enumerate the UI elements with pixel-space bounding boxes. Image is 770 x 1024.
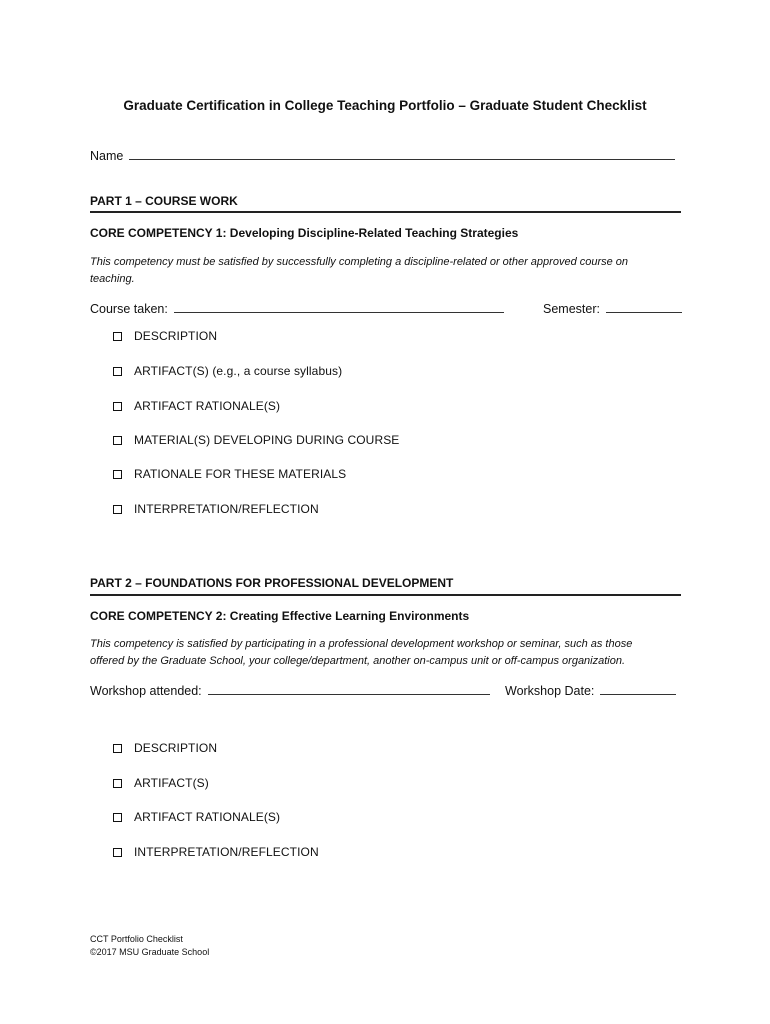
- workshop-date-label: Workshop Date:: [505, 684, 595, 698]
- competency1-description: This competency must be satisfied by successfully completing a discipline-related or other approved course on teaching.: [90, 256, 629, 285]
- course-taken-row: [90, 300, 504, 316]
- checklist-label: ARTIFACT RATIONALE(S): [134, 399, 281, 413]
- workshop-date-row: [505, 682, 676, 698]
- part1-heading: PART 1 – COURSE WORK: [90, 194, 238, 208]
- part2-heading: PART 2 – FOUNDATIONS FOR PROFESSIONAL DEVELOPMENT: [90, 576, 454, 590]
- part2-divider: [90, 594, 681, 596]
- course-taken-input-line[interactable]: [174, 300, 504, 313]
- checkbox-icon[interactable]: [113, 744, 122, 753]
- competency1-title: CORE COMPETENCY 1: Developing Discipline-Related Teaching Strategies: [90, 226, 519, 240]
- footer-line-2: ©2017 MSU Graduate School: [90, 947, 210, 957]
- part1-checklist-item: [113, 363, 342, 379]
- footer: [90, 933, 209, 959]
- checklist-label: DESCRIPTION: [134, 329, 218, 343]
- checklist-label: DESCRIPTION: [134, 741, 218, 755]
- part2-checklist-item: [113, 844, 319, 860]
- part1-checklist-item: [113, 328, 217, 344]
- workshop-attended-row: [90, 682, 490, 698]
- competency2-description: This competency is satisfied by participating in a professional development workshop or seminar, such as those offered by the Graduate School, your college/department, another on-campus unit or off-campus organization.: [90, 638, 633, 667]
- checklist-label: ARTIFACT(S) (e.g., a course syllabus): [134, 364, 343, 378]
- workshop-date-input-line[interactable]: [600, 682, 676, 695]
- part2-checklist-item: [113, 740, 217, 756]
- part1-checklist-item: [113, 466, 346, 482]
- checklist-label: INTERPRETATION/REFLECTION: [134, 845, 319, 859]
- checkbox-icon[interactable]: [113, 813, 122, 822]
- part1-checklist-item: [113, 398, 280, 414]
- part1-checklist-item: [113, 432, 399, 448]
- part2-checklist-item: [113, 775, 209, 791]
- checkbox-icon[interactable]: [113, 848, 122, 857]
- competency2-title: CORE COMPETENCY 2: Creating Effective Learning Environments: [90, 609, 470, 623]
- checklist-label: MATERIAL(S) DEVELOPING DURING COURSE: [134, 433, 400, 447]
- checklist-label: INTERPRETATION/REFLECTION: [134, 502, 319, 516]
- part1-checklist-item: [113, 501, 319, 517]
- checklist-label: RATIONALE FOR THESE MATERIALS: [134, 467, 347, 481]
- workshop-attended-label: Workshop attended:: [90, 684, 202, 698]
- footer-line-1: CCT Portfolio Checklist: [90, 934, 183, 944]
- part1-divider: [90, 211, 681, 213]
- semester-row: [543, 300, 682, 316]
- checkbox-icon[interactable]: [113, 505, 122, 514]
- name-label: Name: [90, 149, 124, 163]
- semester-label: Semester:: [543, 302, 600, 316]
- checkbox-icon[interactable]: [113, 367, 122, 376]
- name-input-line[interactable]: [129, 147, 675, 160]
- checkbox-icon[interactable]: [113, 779, 122, 788]
- checkbox-icon[interactable]: [113, 436, 122, 445]
- checkbox-icon[interactable]: [113, 470, 122, 479]
- checklist-label: ARTIFACT(S): [134, 776, 209, 790]
- course-taken-label: Course taken:: [90, 302, 168, 316]
- checkbox-icon[interactable]: [113, 402, 122, 411]
- checkbox-icon[interactable]: [113, 332, 122, 341]
- workshop-attended-input-line[interactable]: [208, 682, 490, 695]
- semester-input-line[interactable]: [606, 300, 682, 313]
- part2-checklist-item: [113, 809, 280, 825]
- name-field-row: [90, 147, 675, 163]
- document-title: Graduate Certification in College Teaching Portfolio – Graduate Student Checklist: [123, 98, 647, 113]
- checklist-label: ARTIFACT RATIONALE(S): [134, 810, 281, 824]
